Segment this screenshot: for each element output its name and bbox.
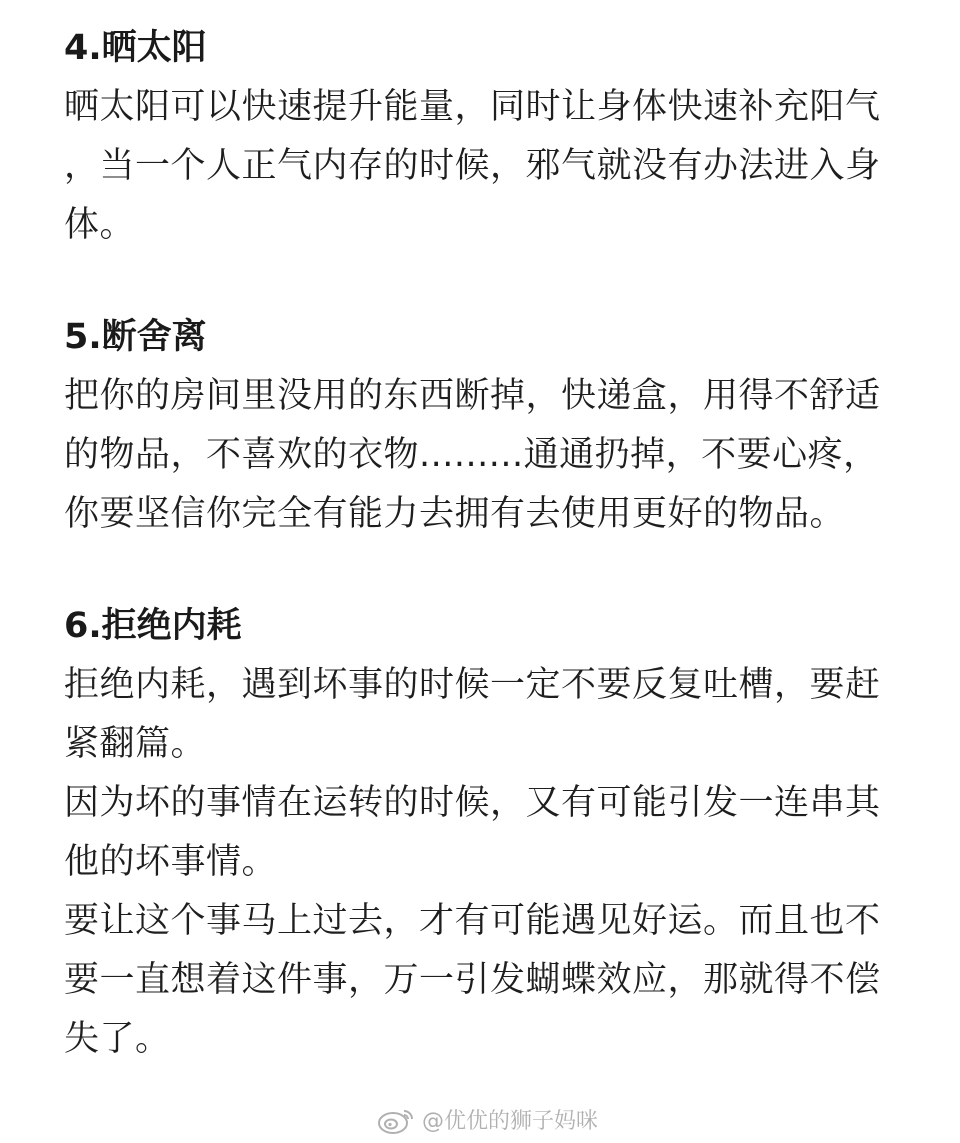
section-paragraph: 晒太阳可以快速提升能量，同时让身体快速补充阳气，当一个人正气内存的时候，邪气就没有办法进入身体。 bbox=[64, 87, 881, 245]
section-reject-overthinking bbox=[64, 596, 904, 1069]
section-declutter bbox=[64, 307, 904, 544]
section-paragraph: 把你的房间里没用的东西断掉，快递盒，用得不舒适的物品，不喜欢的衣物.........通通扔掉，不要心疼，你要坚信你完全有能力去拥有去使用更好的物品。 bbox=[64, 376, 881, 534]
watermark-text: @优优的狮子妈咪 bbox=[421, 1109, 598, 1134]
section-sunbathing bbox=[64, 18, 904, 255]
section-heading: 5.断舍离 bbox=[64, 317, 207, 357]
weibo-watermark bbox=[376, 1104, 598, 1135]
weibo-icon bbox=[376, 1105, 416, 1135]
section-paragraph: 因为坏的事情在运转的时候，又有可能引发一连串其他的坏事情。 bbox=[64, 783, 881, 882]
section-paragraph: 要让这个事马上过去，才有可能遇见好运。而且也不要一直想着这件事，万一引发蝴蝶效应，那就得不偿失了。 bbox=[64, 901, 881, 1059]
section-heading: 6.拒绝内耗 bbox=[64, 606, 242, 646]
section-paragraph: 拒绝内耗，遇到坏事的时候一定不要反复吐槽，要赶紧翻篇。 bbox=[64, 665, 881, 764]
article-body bbox=[64, 18, 904, 1069]
section-heading: 4.晒太阳 bbox=[64, 28, 207, 68]
